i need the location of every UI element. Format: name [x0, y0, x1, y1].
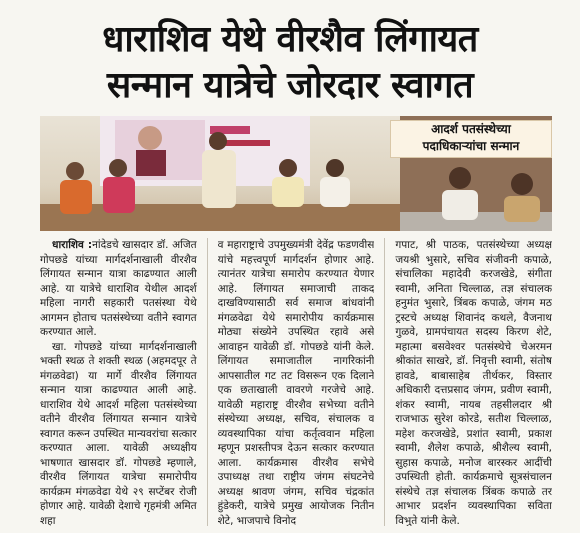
- dateline: धाराशिव :: [52, 239, 93, 251]
- article-column-3: [395, 238, 552, 526]
- article-paragraph: व महाराष्ट्राचे उपमुख्यमंत्री देवेंद्र फडणवीस यांचे महत्त्वपूर्ण मार्गदर्शन होणार आहे. त्यानंतर यात्रेचा समारोप करण्यात येणार आहे. लिंगायत समाजाची ताकद दाखविण्यासाठी सर्व समाज बांधवांनी मंगळवेढा येथे समारोपीय कार्यक्रमास मोठ्या संख्येने उपस्थित रहावे असे आवाहन यावेळी डॉ. गोपछडे यांनी केले. लिंगायत समाजातील नागरिकांनी आपसातील गट तट विसरून एक दिलाने एक छताखाली वावरणे गरजेचे आहे. यावेळी महाराष्ट्र वीरशैव सभेच्या वतीने संस्थेच्या अध्यक्ष, सचिव, संचालक व व्यवस्थापिका यांचा कर्तृत्ववान महिला म्हणून प्रशस्तीपत्र देऊन सत्कार करण्यात आला. कार्यक्रमास वीरशैव सभेचे उपाध्यक्ष तथा राष्ट्रीय जंगम संघटनेचे अध्यक्ष श्रावण जंगम, सचिव चंद्रकांत हुंडेकरी, यात्रेचे प्रमुख आयोजक नितीन शेटे, भाजपाचे विनोद: [217, 239, 375, 526]
- caption-line-2: पदाधिकाऱ्यांचा सन्मान: [422, 139, 520, 153]
- article-paragraph: गपाट, श्री पाठक, पतसंस्थेच्या अध्यक्ष जयश्री भुसारे, सचिव संजीवनी कपाळे, संचालिका महादेवी करजखेडे, संगीता स्वामी, अनिता चिल्लाळ, तज्ञ संचालक हनुमंत भुसारे, त्रिंबक कपाळे, जंगम मठ ट्रस्टचे अध्यक्ष शिवानंद कथले, वैजनाथ गुळवे, ग्रामपंचायत सदस्य किरण शेटे, महात्मा बसवेश्वर पतसंस्थेचे चेअरमन श्रीकांत साखरे, डॉ. निवृत्ती स्वामी, संतोष हावडे, बाबासाहेब तीर्थकर, विस्तार अधिकारी दत्तप्रसाद जंगम, प्रवीण स्वामी, शंकर स्वामी, नायब तहसीलदार श्री राजभाऊ सुरेश कोरडे, सतीश चिल्लाळ, महेश करजखेडे, प्रशांत स्वामी, प्रकाश स्वामी, शैलेश कपाळे, श्रीशैल्य स्वामी, सुहास कपाळे, मनोज बारस्कर आदींची उपस्थिती होती. कार्यक्रमाचे सूत्रसंचालन संस्थेचे तज्ञ संचालक त्रिंबक कपाळे तर आभार प्रदर्शन व्यवस्थापिका सविता विभुते यांनी केले.: [395, 239, 553, 526]
- caption-line-1: आदर्श पतसंस्थेच्या: [431, 122, 511, 136]
- paragraph-text: नांदेडचे खासदार डॉ. अजित गोपछडे यांच्या मार्गदर्शनाखाली वीरशैव लिंगायत सन्मान यात्रा काढण्यात आली आहे. या यात्रेचे धाराशिव येथील आदर्श महिला नागरी सहकारी पतसंस्था येथे आगमन होताच पतसंस्थेच्या वतीने स्वागत करण्यात आले.: [40, 239, 197, 338]
- photo-caption: [390, 120, 552, 158]
- column-divider: [207, 238, 208, 526]
- headline-line-1: धाराशिव येथे वीरशैव लिंगायत: [102, 19, 478, 60]
- column-divider: [384, 238, 385, 526]
- article-paragraph: [40, 238, 197, 340]
- article-column-2: [218, 238, 375, 526]
- article-column-1: [40, 238, 197, 526]
- article-body: [40, 238, 552, 526]
- headline-line-2: सन्मान यात्रेचे जोरदार स्वागत: [106, 65, 474, 106]
- article-paragraph: खा. गोपछडे यांच्या मार्गदर्शनाखाली भक्ती स्थळ ते शक्ती स्थळ (अहमदपूर ते मंगळवेढा) या मार्गे वीरशैव लिंगायत सन्मान यात्रा काढण्यात आली आहे. धाराशिव येथे आदर्श महिला पतसंस्थेच्या वतीने वीरशैव लिंगायत सन्मान यात्रेचे स्वागत करून उपस्थित मान्यवरांचा सत्कार करण्यात आला. यावेळी अध्यक्षीय भाषणात खासदार डॉ. गोपछडे म्हणाले, वीरशैव लिंगायत यात्रेचा समारोपीय कार्यक्रम मंगळवेढा येथे २९ सप्टेंबर रोजी होणार आहे. यावेळी देशाचे गृहमंत्री अमित शहा: [40, 340, 197, 526]
